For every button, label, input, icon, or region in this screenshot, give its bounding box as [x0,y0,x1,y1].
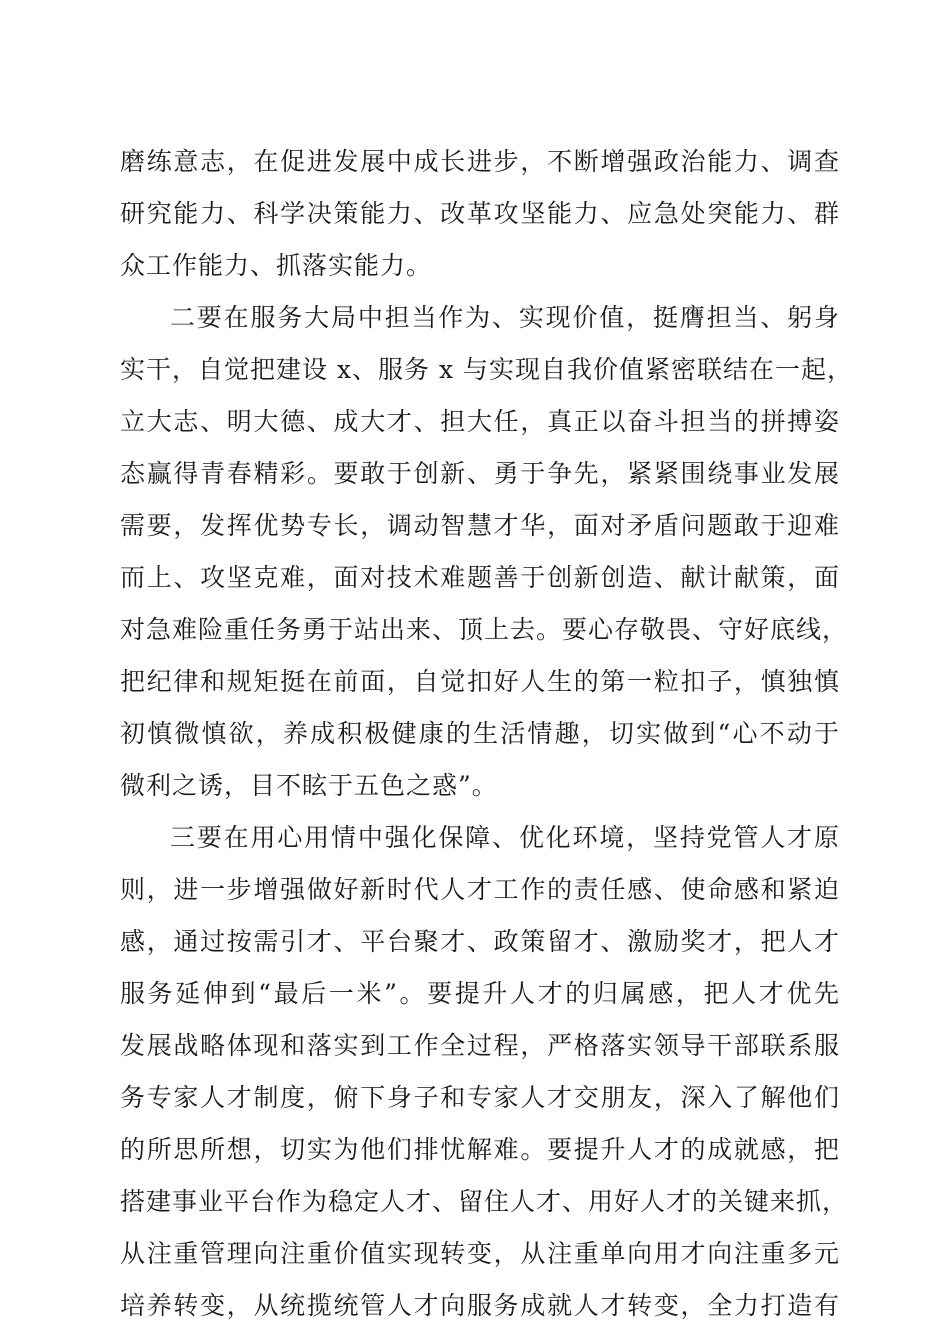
document-body [120,136,854,1332]
text-line: 众工作能力、抓落实能力。 [120,251,433,280]
text-line: 而上、攻坚克难，面对技术难题善于创新创造、献计献策，面 [120,563,840,592]
text-line: 对急难险重任务勇于站出来、顶上去。要心存敬畏、守好底线， [120,615,849,644]
text-line: 研究能力、科学决策能力、改革攻坚能力、应急处突能力、群 [120,199,840,228]
text-line: 服务延伸到“最后一米”。要提升人才的归属感，把人才优先 [120,979,840,1008]
text-line: 微利之诱，目不眩于五色之惑”。 [120,771,498,800]
text-line: 立大志、明大德、成大才、担大任，真正以奋斗担当的拼搏姿 [120,407,840,436]
text-line: 初慎微慎欲，养成积极健康的生活情趣，切实做到“心不动于 [120,719,840,748]
text-line: 实干，自觉把建设 x、服务 x 与实现自我价值紧密联结在一起， [120,355,854,384]
text-line: 培养转变，从统揽统管人才向服务成就人才转变，全力打造有 [120,1291,840,1320]
text-line: 则，进一步增强做好新时代人才工作的责任感、使命感和紧迫 [120,875,840,904]
paragraph-3 [120,812,849,1332]
text-line: 三要在用心用情中强化保障、优化环境，坚持党管人才原 [170,823,840,852]
text-line: 搭建事业平台作为稳定人才、留住人才、用好人才的关键来抓， [120,1187,849,1216]
text-line: 二要在服务大局中担当作为、实现价值，挺膺担当、躬身 [170,303,840,332]
text-line: 的所思所想，切实为他们排忧解难。要提升人才的成就感，把 [120,1135,840,1164]
text-line: 感，通过按需引才、平台聚才、政策留才、激励奖才，把人才 [120,927,840,956]
text-line: 需要，发挥优势专长，调动智慧才华，面对矛盾问题敢于迎难 [120,511,840,540]
text-line: 务专家人才制度，俯下身子和专家人才交朋友，深入了解他们 [120,1083,840,1112]
paragraph-1 [120,136,840,292]
text-line: 把纪律和规矩挺在前面，自觉扣好人生的第一粒扣子，慎独慎 [120,667,840,696]
text-line: 发展战略体现和落实到工作全过程，严格落实领导干部联系服 [120,1031,840,1060]
text-line: 从注重管理向注重价值实现转变，从注重单向用才向注重多元 [120,1239,840,1268]
text-line: 磨练意志，在促进发展中成长进步，不断增强政治能力、调查 [120,147,840,176]
text-line: 态赢得青春精彩。要敢于创新、勇于争先，紧紧围绕事业发展 [120,459,840,488]
paragraph-2 [120,292,854,812]
